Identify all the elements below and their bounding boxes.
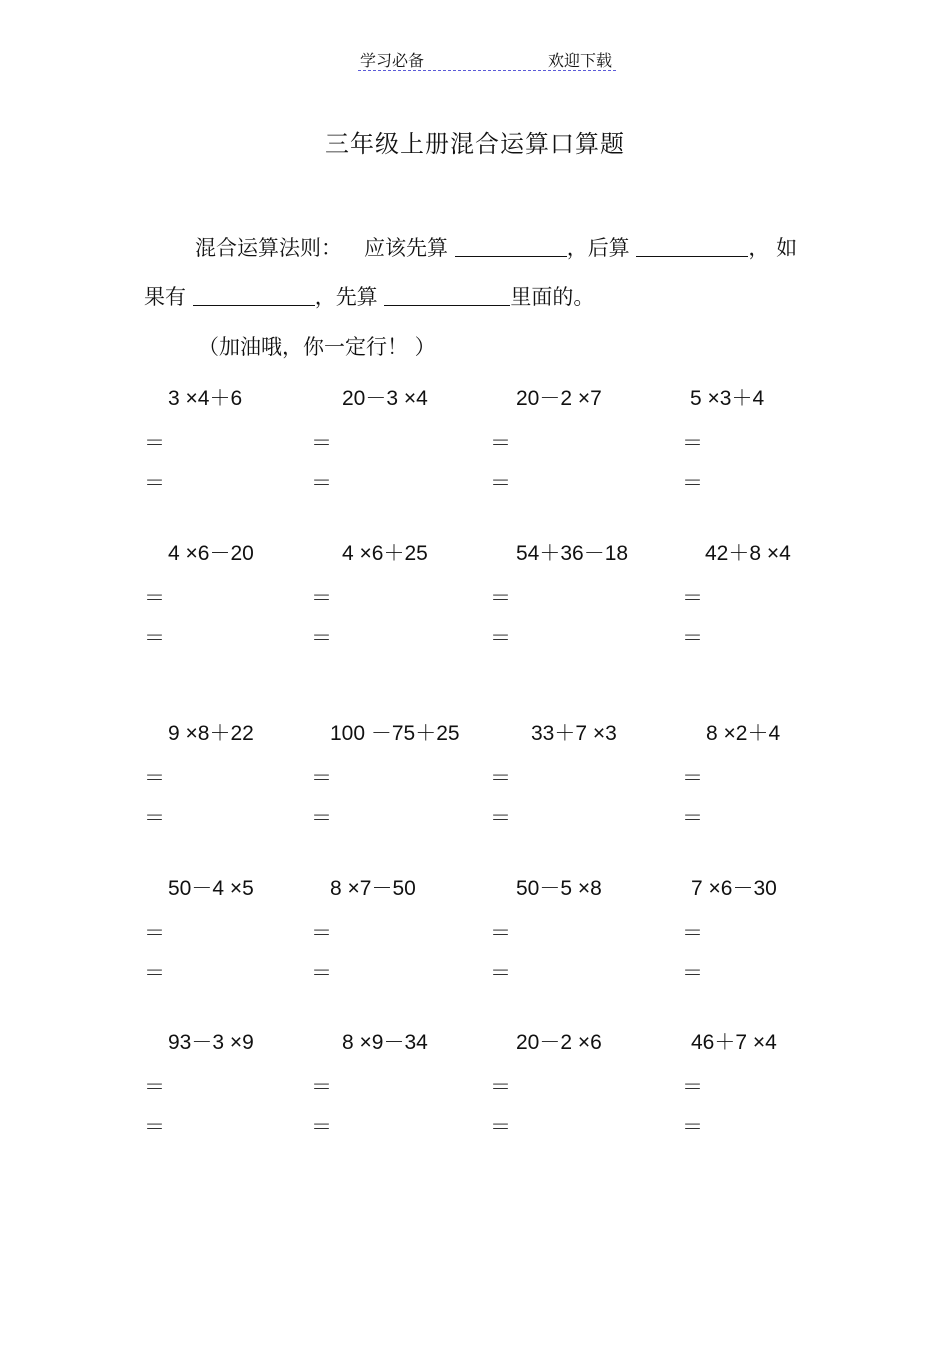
equals-sign: ＝: [490, 1115, 511, 1139]
equals-sign: ＝: [682, 806, 703, 830]
equals-sign: ＝: [682, 431, 703, 455]
equals-sign: ＝: [311, 806, 332, 830]
equals-sign: ＝: [311, 961, 332, 985]
page-title: 三年级上册混合运算口算题: [325, 130, 625, 158]
comma: ，: [314, 285, 336, 309]
rule-label: 混合运算法则：: [195, 236, 342, 260]
blank-after[interactable]: [636, 236, 748, 257]
equals-sign: ＝: [144, 471, 165, 495]
blank-if[interactable]: [193, 285, 315, 306]
rule-line-1: [195, 232, 797, 262]
problem-expression: 54＋36－18: [516, 542, 629, 565]
problem-expression: 4 ×6－20: [168, 542, 254, 565]
problem-expression: 100 －75＋25: [330, 722, 460, 745]
equals-sign: ＝: [311, 586, 332, 610]
equals-sign: ＝: [311, 471, 332, 495]
equals-sign: ＝: [682, 1115, 703, 1139]
equals-sign: ＝: [144, 766, 165, 790]
problem-expression: 50－4 ×5: [168, 877, 254, 900]
equals-sign: ＝: [311, 921, 332, 945]
equals-sign: ＝: [490, 431, 511, 455]
equals-sign: ＝: [682, 1075, 703, 1099]
equals-sign: ＝: [682, 586, 703, 610]
page-header: [358, 48, 616, 71]
problem-expression: 4 ×6＋25: [342, 542, 428, 565]
header-left-text: 学习必备: [360, 51, 425, 70]
problem-expression: 42＋8 ×4: [705, 542, 791, 565]
equals-sign: ＝: [311, 766, 332, 790]
equals-sign: ＝: [682, 961, 703, 985]
equals-sign: ＝: [144, 921, 165, 945]
equals-sign: ＝: [490, 806, 511, 830]
equals-sign: ＝: [311, 1075, 332, 1099]
problem-expression: 20－3 ×4: [342, 387, 428, 410]
equals-sign: ＝: [490, 921, 511, 945]
rule-ru-text: 如: [776, 236, 798, 260]
encourage-text: （加油哦，你一定行！ ）: [198, 335, 436, 359]
equals-sign: ＝: [144, 431, 165, 455]
problem-expression: 3 ×4＋6: [168, 387, 243, 410]
header-right-text: 欢迎下载: [547, 51, 612, 70]
equals-sign: ＝: [490, 766, 511, 790]
problem-expression: 93－3 ×9: [168, 1031, 254, 1054]
equals-sign: ＝: [311, 431, 332, 455]
equals-sign: ＝: [490, 961, 511, 985]
problem-expression: 8 ×9－34: [342, 1031, 428, 1054]
equals-sign: ＝: [144, 1075, 165, 1099]
problem-expression: 5 ×3＋4: [690, 387, 765, 410]
equals-sign: ＝: [144, 1115, 165, 1139]
problem-expression: 9 ×8＋22: [168, 722, 254, 745]
equals-sign: ＝: [682, 626, 703, 650]
rule-guoyou-text: 果有: [144, 285, 186, 309]
blank-first[interactable]: [455, 236, 567, 257]
blank-inner[interactable]: [384, 285, 510, 306]
rule-first2-text: 先算: [335, 285, 378, 309]
problem-expression: 8 ×7－50: [330, 877, 416, 900]
equals-sign: ＝: [682, 921, 703, 945]
equals-sign: ＝: [311, 626, 332, 650]
problem-expression: 46＋7 ×4: [691, 1031, 777, 1054]
problem-expression: 33＋7 ×3: [531, 722, 617, 745]
equals-sign: ＝: [490, 626, 511, 650]
equals-sign: ＝: [144, 586, 165, 610]
rule-first-text: 应该先算: [364, 236, 448, 260]
problem-expression: 8 ×2＋4: [706, 722, 781, 745]
equals-sign: ＝: [490, 471, 511, 495]
equals-sign: ＝: [682, 471, 703, 495]
problem-expression: 20－2 ×6: [516, 1031, 602, 1054]
equals-sign: ＝: [490, 1075, 511, 1099]
problem-expression: 50－5 ×8: [516, 877, 602, 900]
rule-line-2: [144, 281, 594, 311]
comma: ，: [748, 236, 770, 260]
rule-after-text: 后算: [587, 236, 630, 260]
rule-inner-text: 里面的。: [510, 285, 595, 309]
problem-expression: 7 ×6－30: [691, 877, 777, 900]
comma: ，: [566, 236, 588, 260]
equals-sign: ＝: [682, 766, 703, 790]
equals-sign: ＝: [311, 1115, 332, 1139]
equals-sign: ＝: [490, 586, 511, 610]
equals-sign: ＝: [144, 806, 165, 830]
problem-expression: 20－2 ×7: [516, 387, 602, 410]
equals-sign: ＝: [144, 626, 165, 650]
equals-sign: ＝: [144, 961, 165, 985]
